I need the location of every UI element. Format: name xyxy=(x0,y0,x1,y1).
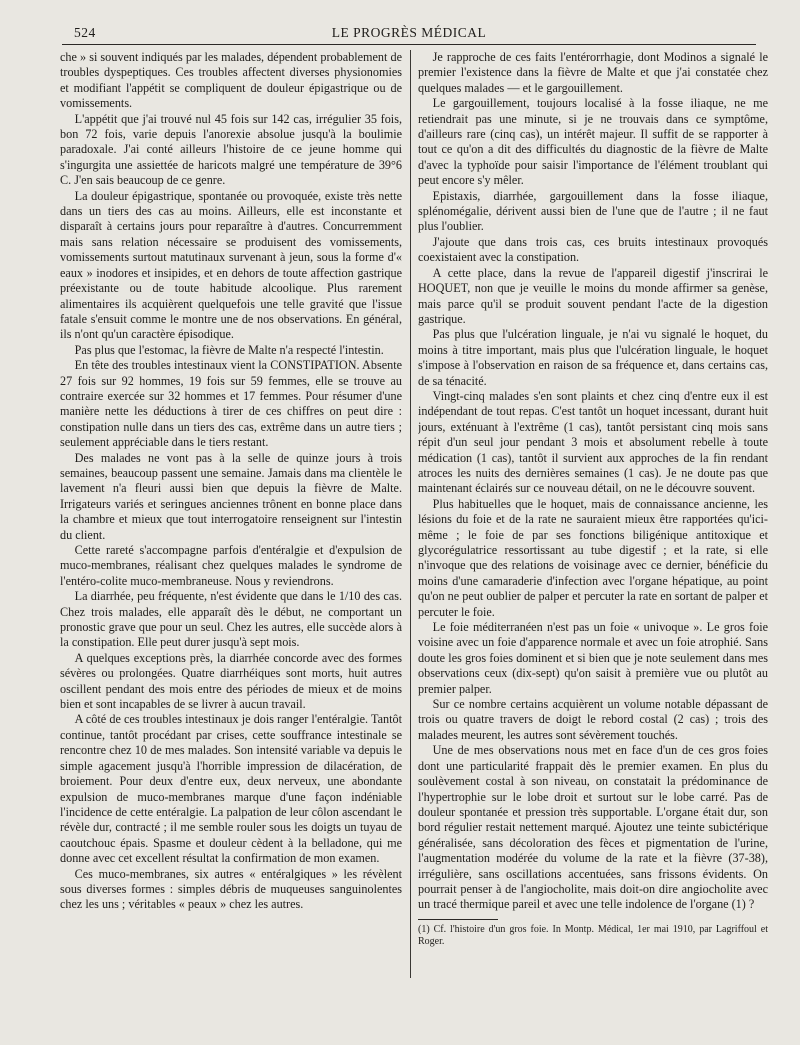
paragraph: Cette rareté s'accompagne parfois d'entéralgie et d'expulsion de muco-membranes, réalisant chez quelques malades le syndrome de l'entéro-colite muco-membraneuse. Nous y reviendrons. xyxy=(60,543,402,588)
paragraph: La diarrhée, peu fréquente, n'est évidente que dans le 1/10 des cas. Chez trois malades, elle apparaît dès le début, ne comportant un pronostic grave que pour un seul. Chez les autres, elle succède alors à la constipation. Elle peut durer jusqu'à sept mois. xyxy=(60,589,402,650)
paragraph: La douleur épigastrique, spontanée ou provoquée, existe très nette dans un tiers des cas au moins. Ailleurs, elle est inconstante et disparaît à certains jours pour reparaître à d'autres. Concurremment mais sans relation nécessaire se produisent des vomissements, vomissements surtout matutinaux survenant à jeun, sous la forme d'« eaux » inodores et insipides, et en dehors de toute affection gastrique préexistante ou de toute habitude alcoolique. Plus rarement alimentaires ils acquièrent quelquefois une telle gravité que l'issue fatale s'ensuit comme le montre une de nos observations. En général, ils n'ont qu'un caractère épisodique. xyxy=(60,188,402,342)
paragraph: Sur ce nombre certains acquièrent un volume notable dépassant de trois ou quatre travers de doigt le rebord costal (2 cas) ; trois des malades meurent, les autres sont sévèrement touchés. xyxy=(418,697,768,742)
footnote: (1) Cf. l'histoire d'un gros foie. In Montp. Médical, 1er mai 1910, par Lagriffoul et Roger. xyxy=(418,923,768,947)
paragraph: che » si souvent indiqués par les malades, dépendent probablement de troubles dyspeptiques. Ces troubles affectent diverses physionomies et modifiant l'appétit se compliquent de douleur épigastrique ou de vomissements. xyxy=(60,50,402,111)
paragraph: L'appétit que j'ai trouvé nul 45 fois sur 142 cas, irrégulier 35 fois, bon 72 fois, varie depuis l'anorexie absolue jusqu'à la boulimie paradoxale. J'ai conté ailleurs l'histoire de ce jeune homme qui s'ingurgita une assiettée de haricots malgré une température de 39°6 C. J'en sais beaucoup de ce genre. xyxy=(60,111,402,188)
paragraph: Pas plus que l'estomac, la fièvre de Malte n'a respecté l'intestin. xyxy=(74,342,384,357)
paragraph: A quelques exceptions près, la diarrhée concorde avec des formes sévères ou prolongées. Quatre diarrhéiques sont morts, huit autres oscillent pendant des mois entre des périodes de mieux et de moins bien et sont incapables de se livrer à aucun travail. xyxy=(60,650,402,712)
paragraph: En tête des troubles intestinaux vient la CONSTIPATION. Absente 27 fois sur 92 hommes, 19 fois sur 59 femmes, elle se trouve au contraire exercée sur 32 hommes et 17 femmes. Pour résumer d'une manière nette les déductions à tirer de ces chiffres on peut dire : constipation nulle dans un tiers des cas, extrême dans un autre tiers ; seulement appréciable dans le tiers restant. xyxy=(60,358,402,450)
paragraph: Pas plus que l'ulcération linguale, je n'ai vu signalé le hoquet, du moins à titre important, mais plus que l'ulcération linguale, le hoquet s'impose à l'observation en raison de sa fréquence et, dans certains cas, de sa ténacité. xyxy=(418,327,768,388)
paragraph: Epistaxis, diarrhée, gargouillement dans la fosse iliaque, splénomégalie, dérivent aussi bien de l'une que de l'autre ; il ne faut plus l'oublier. xyxy=(418,188,768,234)
paragraph: Ces muco-membranes, six autres « entéralgiques » les révèlent sous diverses formes : simples débris de muqueuses sanguinolentes chez les uns ; véritables « peaux » chez les autres. xyxy=(60,866,402,912)
paragraph: Le gargouillement, toujours localisé à la fosse iliaque, ne me retiendrait pas une minute, si je ne trouvais dans ce symptôme, d'ailleurs rare (cinq cas), un intérêt majeur. Il suffit de se rapporter à tout ce qu'on a dit des difficultés du diagnostic de la fièvre de Malte d'avec la typhoïde pour saisir l'importance de l'élément troublant qui peut encore s'y mêler. xyxy=(418,96,768,188)
footnote-rule xyxy=(418,919,498,920)
paragraph: Des malades ne vont pas à la selle de quinze jours à trois semaines, beaucoup passent une semaine. Jamais dans ma clientèle le lavement n'a fleuri aussi bien que depuis la fièvre de Malte. Irrigateurs variés et seringues anciennes trônent en bonne place dans la chambre et mieux que tout interrogatoire renseignent sur l'intestin du client. xyxy=(60,450,402,542)
paragraph: J'ajoute que dans trois cas, ces bruits intestinaux provoqués coexistaient avec la constipation. xyxy=(418,234,768,265)
paragraph: Vingt-cinq malades s'en sont plaints et chez cinq d'entre eux il est indépendant de tout repas. C'est tantôt un hoquet incessant, durant huit jours, exténuant à l'extrême (1 cas), tantôt persistant cinq mois sans répit d'un seul jour pendant 3 mois et absolument rebelle à toute médication (1 cas), tantôt il survient aux approches de la fin rendant atroces les nuits des dernières semaines (1 cas). Je ne doute pas que maintenant éclairés sur ce nouveau détail, on ne le découvre souvent. xyxy=(418,388,768,496)
column-divider xyxy=(410,50,411,978)
paragraph: Plus habituelles que le hoquet, mais de connaissance ancienne, les lésions du foie et de la rate ne sauraient mieux être rapportées qu'ici-même ; le foie de par ses fonctions biligénique antitoxique et glycorégulatrice ressortissant au tube digestif ; et la rate, si elle n'invoque que des relations de voisinage avec ce dernier, bénéficie du moins d'une camaraderie d'infection avec l'organe hépatique, au point qu'on ne peut oublier de palper et percuter la rate en sortant de palper et percuter le foie. xyxy=(418,496,768,619)
paragraph: Une de mes observations nous met en face d'un de ces gros foies dont une particularité frappait dès le premier examen. En plus du soulèvement costal à son niveau, on constatait la prédominance de l'hypertrophie sur le lobe droit et surtout sur le lobe carré. Pas de douleur spontanée et pression très supportable. L'organe était dur, son bord régulier restait nettement marqué. Ajoutez une teinte subictérique généralisée, sans décoloration des fèces et pigmentation de l'urine, l'augmentation modérée du volume de la rate et la fièvre (37-38), irrégulière, sans oscillations accentuées, sans frissons évidents. On pourrait penser à de l'angiocholite, mais doit-on dire angiocholite avec un tracé thermique pareil et avec une telle indolence de l'organe (1) ? xyxy=(418,743,768,912)
paragraph: A côté de ces troubles intestinaux je dois ranger l'entéralgie. Tantôt continue, tantôt procédant par crises, cette souffrance intestinale se rencontre chez 10 de mes malades. Son intensité variable va depuis le simple agacement jusqu'à l'horrible impression de dilacération, de broiement. Pour deux d'entre eux, deux nerveux, une abondante expulsion de muco-membranes marque d'une façon indéniable l'incidence de cette entéralgie. La palpation de leur côlon ascendant le révèle dur, contracté ; il me semble rouler sous les doigts un tuyau de caoutchouc épais. Spasme et douleur cèdent à la belladone, qui me donne avec cet excellent résultat la confirmation de mon examen. xyxy=(60,712,402,866)
page-number: 524 xyxy=(74,25,96,40)
left-column xyxy=(60,50,402,1035)
journal-title: LE PROGRÈS MÉDICAL xyxy=(331,25,487,40)
running-header xyxy=(62,22,756,45)
paragraph: Le foie méditerranéen n'est pas un foie « univoque ». Le gros foie voisine avec un foie d'apparence normale et avec un foie atrophié. Sans doute les gros foies dominent et si bien que je note seulement dans mes observations ceux (dix-sept) qu'on saisit à première vue ou plutôt au premier palper. xyxy=(418,620,768,696)
paragraph: A cette place, dans la revue de l'appareil digestif j'inscrirai le HOQUET, non que je veuille le moins du monde affirmer sa genèse, mais parce qu'il se produit souvent pendant l'acte de la digestion gastrique. xyxy=(418,265,768,326)
right-column xyxy=(418,50,768,1035)
paragraph: Je rapproche de ces faits l'entérorrhagie, dont Modinos a signalé le premier l'existence dans la fièvre de Malte et que j'ai constatée chez quelques malades — et le gargouillement. xyxy=(418,50,768,95)
